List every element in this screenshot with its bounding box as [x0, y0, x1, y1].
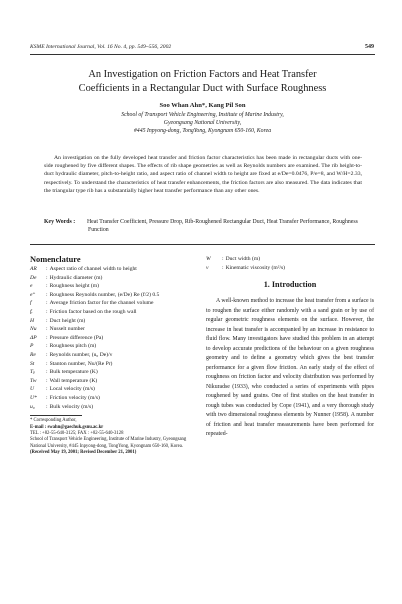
nomenclature-description: Duct width (m)	[225, 256, 261, 262]
footnote-rule	[30, 415, 82, 416]
nomenclature-colon: :	[46, 274, 48, 281]
nomenclature-colon: :	[222, 256, 224, 262]
nomenclature-description: Stanton number, Nu/(Re Pr)	[49, 360, 113, 367]
keywords	[44, 218, 362, 234]
page-number: 549	[365, 44, 374, 50]
nomenclature-item	[206, 255, 374, 264]
nomenclature-list-continued	[206, 255, 374, 272]
nomenclature-colon: :	[46, 360, 48, 367]
nomenclature-item	[30, 342, 190, 351]
title-line-2: Coefficients in a Rectangular Duct with Surface Roughness	[78, 83, 327, 94]
abstract: An investigation on the fully developed heat transfer and friction factor characteristics has been made in rectangular ducts with one-side roughened by five different shapes. The effects of rib shape geometries as well as Reynolds numbers are examined. The rib height-to-duct hydraulic diameter, pitch-to-height ratio, and aspect ratio of channel width to height are fixed at e/De=0.0476, P/e=8, and W/H=2.33, respectively. To understand the characteristics of heat transfer enhancements, the friction factors are also measured. The data indicates that the triangular type rib has a substantially higher heat transfer performance than any other ones.	[44, 155, 362, 194]
nomenclature-description: Aspect ratio of channel width to height	[49, 266, 137, 272]
nomenclature-colon: :	[46, 343, 48, 350]
nomenclature-item	[30, 308, 190, 317]
nomenclature-symbol: e⁺	[30, 291, 36, 298]
nomenclature-item	[30, 368, 190, 377]
nomenclature-colon: :	[46, 369, 48, 376]
nomenclature-item	[30, 334, 190, 343]
nomenclature-symbol: u₀	[30, 403, 35, 410]
nomenclature-symbol: U*	[30, 394, 37, 401]
nomenclature-description: Average friction factor for the channel volume	[49, 300, 154, 307]
nomenclature-item	[30, 265, 190, 274]
nomenclature-description: Friction factor based on the rough wall	[49, 308, 137, 315]
nomenclature-colon: :	[46, 283, 48, 290]
nomenclature-colon: :	[46, 394, 48, 401]
nomenclature-colon: :	[46, 326, 48, 333]
nomenclature-item	[30, 351, 190, 360]
footnote-email: E-mail : swahn@gaechuk.gsnu.ac.kr	[30, 424, 104, 430]
nomenclature-symbol: ν	[206, 264, 209, 271]
nomenclature-description: Nusselt number	[49, 326, 85, 333]
nomenclature-symbol: P	[30, 343, 34, 350]
footnote	[30, 418, 190, 456]
affiliation-line-3: #445 Inpyong-dong, TongYong, Kyongnam 650-160, Korea	[133, 128, 272, 134]
introduction-text: A well-known method to increase the heat transfer from a surface is to roughen the surface either randomly with a sand grain or by use of regular geometric roughness elements on the surface. However, the increase in heat transfer is accompanied by an increase in resistance to fluid flow. Many investigators have studied this problem in an attempt to develop accurate predictions of the behaviour on a given roughness geometry and to define a geometry which gives the best transfer performance for a given flow friction. An early study of the effect of roughness on friction factor and velocity distribution was performed by Nikuradse (1933), who conducted a series of experiments with pipes roughened by sand grains. One of first studies on the heat transfer in rough tubes was conducted by Cope (1941), and a very thorough study with two dimensional roughness elements by Nunner (1958). A number of friction and heat transfer measurements have been performed for repeated-	[206, 298, 374, 438]
footnote-address: School of Transport Vehicle Engineering, Institute of Marine Industry, Gyeongsang National University, #445 Inpyong-dong, TongYong, Kyongnam 650-160, Korea.	[30, 437, 187, 449]
nomenclature-description: Kinematic viscosity (m²/s)	[225, 264, 286, 271]
keywords-label: Key Words :	[44, 219, 76, 225]
right-column	[206, 255, 374, 440]
nomenclature-symbol: Tw	[30, 377, 37, 384]
introduction-heading: 1. Introduction	[263, 280, 317, 290]
keywords-rule	[30, 244, 375, 245]
header-rule	[30, 54, 375, 55]
nomenclature-item	[206, 264, 374, 273]
nomenclature-symbol: ΔP	[30, 334, 37, 341]
keywords-text: Heat Transfer Coefficient, Pressure Drop, Rib-Roughened Rectangular Duct, Heat Transfer Performance, Roughness Function	[87, 219, 358, 234]
nomenclature-item	[30, 403, 190, 412]
footnote-corresponding: * Corresponding Author,	[30, 418, 77, 424]
nomenclature-description: Duct height (m)	[49, 317, 86, 324]
nomenclature-colon: :	[46, 291, 48, 298]
nomenclature-symbol: AR	[30, 266, 37, 272]
title-line-1: An Investigation on Friction Factors and Heat Transfer	[88, 69, 317, 80]
nomenclature-colon: :	[46, 300, 48, 307]
running-head	[30, 44, 374, 50]
nomenclature-symbol: H	[30, 317, 35, 324]
nomenclature-description: Wall temperature (K)	[49, 377, 98, 384]
nomenclature-colon: :	[46, 317, 48, 324]
nomenclature-description: Pressure difference (Pa)	[49, 334, 104, 341]
affiliation-line-1: School of Transport Vehicle Engineering, Institute of Marine Industry,	[121, 112, 284, 118]
nomenclature-colon: :	[222, 264, 224, 271]
nomenclature-symbol: W	[206, 256, 211, 262]
nomenclature-colon: :	[46, 377, 48, 384]
nomenclature-item	[30, 274, 190, 283]
journal-citation: KSME International Journal, Vol. 16 No. 4, pp. 549~556, 2002	[30, 44, 172, 50]
nomenclature-description: Roughness Reynolds number, (e/De) Re (f/2) 0.5	[49, 291, 160, 298]
nomenclature-list	[30, 265, 190, 411]
nomenclature-colon: :	[46, 351, 48, 358]
paper-title	[30, 68, 375, 96]
nomenclature-colon: :	[46, 403, 48, 410]
left-column	[30, 255, 190, 457]
nomenclature-item	[30, 360, 190, 369]
nomenclature-symbol: Re	[30, 351, 36, 358]
nomenclature-description: Bulk velocity (m/s)	[49, 403, 94, 410]
nomenclature-description: Friction velocity (m/s)	[49, 394, 100, 401]
nomenclature-symbol: fᵣ	[30, 308, 33, 315]
nomenclature-symbol: e	[30, 283, 33, 290]
nomenclature-item	[30, 317, 190, 326]
footnote-dates: (Received May 19, 2001; Revised December 21, 2001)	[30, 450, 137, 456]
nomenclature-symbol: f	[30, 300, 32, 307]
nomenclature-item	[30, 377, 190, 386]
nomenclature-description: Reynolds number, (u₀ De)/ν	[49, 351, 113, 358]
nomenclature-symbol: St	[30, 360, 35, 367]
nomenclature-description: Hydraulic diameter (m)	[49, 274, 103, 281]
nomenclature-symbol: Tᵦ	[30, 369, 35, 376]
nomenclature-description: Roughness pitch (m)	[49, 343, 97, 350]
footnote-tel-fax: TEL : +82-55-640-3125; FAX : +82-55-640-3128	[30, 430, 124, 436]
nomenclature-symbol: U	[30, 386, 35, 393]
nomenclature-colon: :	[46, 386, 48, 393]
nomenclature-colon: :	[46, 308, 48, 315]
nomenclature-item	[30, 299, 190, 308]
nomenclature-colon: :	[46, 334, 48, 341]
nomenclature-symbol: Nu	[30, 326, 37, 333]
nomenclature-heading: Nomenclature	[30, 255, 81, 264]
nomenclature-description: Roughness height (m)	[49, 283, 99, 290]
nomenclature-description: Bulk temperature (K)	[49, 369, 98, 376]
nomenclature-item	[30, 385, 190, 394]
nomenclature-colon: :	[46, 266, 48, 272]
nomenclature-symbol: De	[30, 274, 37, 281]
author-list: Soo Whan Ahn*, Kang Pil Son	[159, 102, 246, 109]
nomenclature-item	[30, 291, 190, 300]
affiliation	[30, 111, 375, 135]
nomenclature-description: Local velocity (m/s)	[49, 386, 95, 393]
nomenclature-item	[30, 325, 190, 334]
nomenclature-item	[30, 394, 190, 403]
nomenclature-item	[30, 282, 190, 291]
affiliation-line-2: Gyeongsang National University,	[163, 120, 242, 126]
